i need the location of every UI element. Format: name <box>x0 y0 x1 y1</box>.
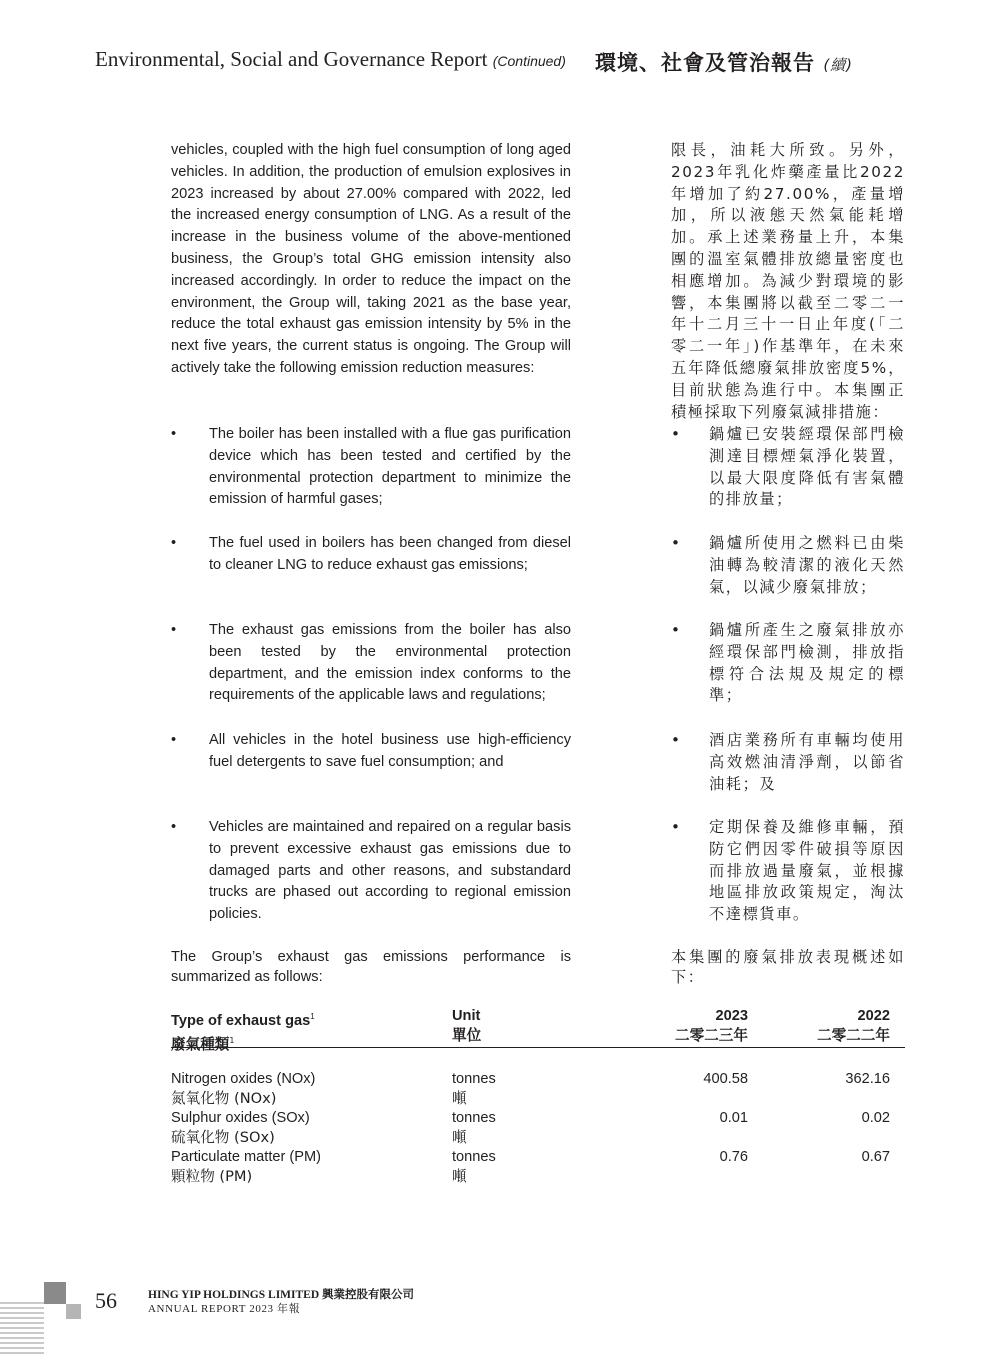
header-continued-zh: (續) <box>823 56 854 74</box>
footer-stripes-decoration <box>0 1302 44 1357</box>
bullet-icon: • <box>171 622 177 638</box>
page-header <box>95 47 915 77</box>
column-header-unit <box>452 1007 572 1045</box>
footer-square-decoration <box>44 1282 66 1304</box>
column-header-type-zh <box>171 1031 441 1054</box>
row-unit-zh: 噸 <box>452 1129 467 1147</box>
row-type-en: Sulphur oxides (SOx) <box>171 1110 310 1126</box>
row-type-zh: 硫氧化物 (SOx) <box>171 1129 275 1147</box>
measure-item-en <box>171 533 571 577</box>
measure-text-zh: 鍋爐已安裝經環保部門檢測達目標煙氣淨化裝置，以最大限度降低有害氣體的排放量； <box>709 425 905 509</box>
measure-text-en: All vehicles in the hotel business use high-efficiency fuel detergents to save fuel consumption; and <box>209 732 571 770</box>
report-name: ANNUAL REPORT 2023 年報 <box>148 1303 301 1315</box>
measure-item-zh <box>671 424 905 511</box>
bullet-icon: • <box>171 819 177 835</box>
footer-square-decoration <box>66 1304 81 1319</box>
row-type-en: Particulate matter (PM) <box>171 1149 322 1165</box>
measure-item-zh <box>671 533 905 598</box>
header-continued-en: (Continued) <box>492 53 566 69</box>
header-title-en-text: Environmental, Social and Governance Report <box>95 47 488 71</box>
header-title-en <box>95 47 566 72</box>
table-cell-type <box>171 1109 441 1148</box>
row-type-zh: 顆粒物 (PM) <box>171 1168 253 1186</box>
column-header-type-zh-text: 廢氣種類 <box>171 1035 230 1053</box>
bullet-icon: • <box>671 818 682 836</box>
row-type-en: Nitrogen oxides (NOx) <box>171 1071 316 1087</box>
measure-text-en: Vehicles are maintained and repaired on a regular basis to prevent excessive exhaust gas emissions due to damaged parts and other reasons, and substandard trucks are phased out according to regional emission policies. <box>209 819 571 923</box>
header-title-zh <box>595 47 853 77</box>
measure-text-en: The exhaust gas emissions from the boiler has also been tested by the environmental protection department, and the emission index conforms to the requirements of the applicable laws and regulations; <box>209 622 571 704</box>
table-header-rule <box>171 1047 905 1048</box>
measure-text-zh: 酒店業務所有車輛均使用高效燃油清淨劑，以節省油耗；及 <box>709 731 905 793</box>
column-header-2022-zh: 二零二二年 <box>817 1027 890 1044</box>
bullet-icon: • <box>171 732 177 748</box>
bullet-icon: • <box>671 731 682 749</box>
bullet-icon: • <box>171 426 177 442</box>
column-header-2022-en: 2022 <box>857 1008 890 1024</box>
column-header-unit-zh: 單位 <box>452 1027 482 1044</box>
measure-item-zh <box>671 620 905 707</box>
column-header-2022 <box>783 1007 890 1045</box>
table-cell-unit <box>452 1148 572 1187</box>
table-cell-2023: 400.58 <box>703 1071 748 1087</box>
measure-item-zh <box>671 730 905 795</box>
measure-text-en: The boiler has been installed with a flue gas purification device which has been tested and certified by the environmental protection department to minimize the emission of harmful gases; <box>209 426 571 508</box>
measure-item-en <box>171 424 571 511</box>
intro-paragraph-zh: 限長，油耗大所致。另外，2023年乳化炸藥產量比2022年增加了約27.00%，產量增加，所以液態天然氣能耗增加。承上述業務量上升，本集團的溫室氣體排放總量密度也相應增加。為減少對環境的影響，本集團將以截至二零二一年十二月三十一日止年度(「二零二一年」)作基準年，在未來五年降低總廢氣排放密度5%，目前狀態為進行中。本集團正積極採取下列廢氣減排措施： <box>671 141 905 421</box>
bullet-icon: • <box>671 621 682 639</box>
table-cell-2023: 0.01 <box>719 1110 748 1126</box>
column-header-unit-en: Unit <box>452 1008 481 1024</box>
measure-text-zh: 鍋爐所產生之廢氣排放亦經環保部門檢測，排放指標符合法規及規定的標準； <box>709 621 905 705</box>
row-unit-en: tonnes <box>452 1110 496 1126</box>
page-number: 56 <box>95 1288 117 1313</box>
measure-item-en <box>171 817 571 926</box>
row-type-zh: 氮氧化物 (NOx) <box>171 1090 277 1108</box>
row-unit-zh: 噸 <box>452 1168 467 1186</box>
intro-paragraph-en: vehicles, coupled with the high fuel consumption of long aged vehicles. In addition, the production of emulsion explosives in 2023 increased by about 27.00% compared with 2022, led the increased energy consumption of LNG. As a result of the increase in the business volume of the above-mentioned business, the Group’s total GHG emission intensity also increased accordingly. In order to reduce the impact on the environment, the Group will, taking 2021 as the base year, reduce the total exhaust gas emission intensity by 5% in the next five years, the current status is ongoing. The Group will actively take the following emission reduction measures: <box>171 142 571 376</box>
bullet-icon: • <box>671 534 682 552</box>
measure-text-zh: 鍋爐所使用之燃料已由柴油轉為較清潔的液化天然氣，以減少廢氣排放； <box>709 534 905 596</box>
row-unit-en: tonnes <box>452 1071 496 1087</box>
column-header-2023 <box>641 1007 748 1045</box>
table-cell-unit <box>452 1109 572 1148</box>
table-cell-2022: 0.02 <box>861 1110 890 1126</box>
row-unit-en: tonnes <box>452 1149 496 1165</box>
header-title-zh-text: 環境、社會及管治報告 <box>595 51 815 75</box>
measure-item-en <box>171 620 571 707</box>
table-cell-2023: 0.76 <box>719 1149 748 1165</box>
table-cell-type <box>171 1148 441 1187</box>
table-cell-type <box>171 1070 441 1109</box>
summary-zh: 本集團的廢氣排放表現概述如下： <box>671 948 905 986</box>
measure-text-en: The fuel used in boilers has been changed from diesel to cleaner LNG to reduce exhaust gas emissions; <box>209 535 571 573</box>
footnote-marker: 1 <box>310 1012 315 1021</box>
measure-item-zh <box>671 817 905 926</box>
column-header-2023-en: 2023 <box>715 1008 748 1024</box>
measure-text-zh: 定期保養及維修車輛，預防它們因零件破損等原因而排放過量廢氣，並根據地區排放政策規定，淘汰不達標貨車。 <box>709 818 905 924</box>
page-footer <box>0 1278 1000 1357</box>
column-header-2023-zh: 二零二三年 <box>675 1027 748 1044</box>
summary-en: The Group’s exhaust gas emissions performance is summarized as follows: <box>171 949 571 985</box>
column-header-type-en: Type of exhaust gas <box>171 1012 311 1029</box>
footnote-marker: 1 <box>229 1035 235 1045</box>
table-cell-unit <box>452 1070 572 1109</box>
bullet-icon: • <box>171 535 177 551</box>
row-unit-zh: 噸 <box>452 1090 467 1108</box>
table-cell-2022: 0.67 <box>861 1149 890 1165</box>
table-cell-2022: 362.16 <box>845 1071 890 1087</box>
bullet-icon: • <box>671 425 682 443</box>
measure-item-en <box>171 730 571 774</box>
company-name: HING YIP HOLDINGS LIMITED 興業控股有限公司 <box>148 1289 415 1301</box>
